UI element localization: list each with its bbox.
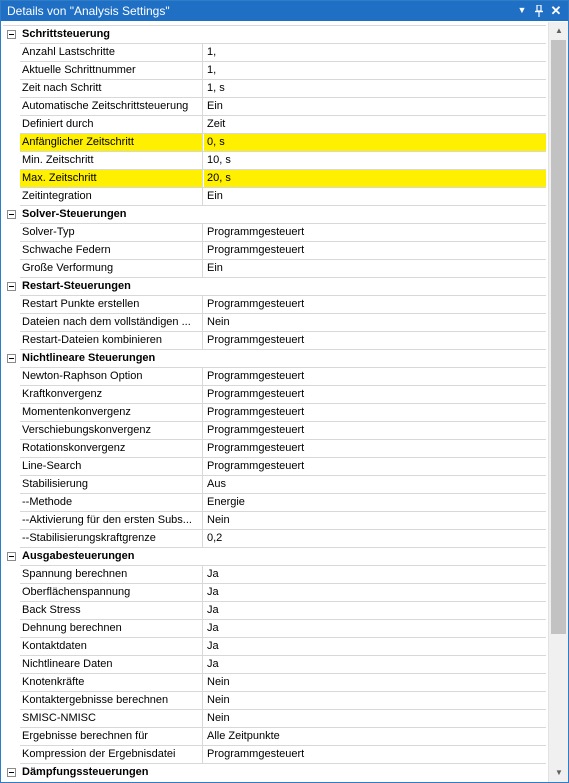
property-name: Definiert durch (20, 116, 203, 133)
row-gutter (3, 746, 20, 764)
row-gutter (3, 188, 20, 206)
property-value[interactable]: Aus (207, 478, 226, 490)
property-value[interactable]: Ein (207, 100, 223, 112)
row-gutter (3, 332, 20, 350)
property-value[interactable]: Ja (207, 604, 219, 616)
row-gutter (3, 296, 20, 314)
property-row[interactable] (3, 332, 546, 350)
row-gutter (3, 224, 20, 242)
property-name: Momentenkonvergenz (20, 404, 203, 421)
group-title: Restart-Steuerungen (22, 280, 131, 292)
property-value[interactable]: Ja (207, 568, 219, 580)
row-gutter (3, 512, 20, 530)
collapse-toggle-icon[interactable] (7, 210, 16, 219)
property-row[interactable] (3, 404, 546, 422)
row-gutter (3, 152, 20, 170)
row-gutter (3, 602, 20, 620)
property-row[interactable] (3, 494, 546, 512)
property-value[interactable]: Programmgesteuert (207, 748, 305, 760)
row-gutter (3, 440, 20, 458)
property-name: Knotenkräfte (20, 674, 203, 691)
row-gutter (3, 692, 20, 710)
property-row[interactable] (3, 566, 546, 584)
property-row[interactable] (3, 260, 546, 278)
property-name: Spannung berechnen (20, 566, 203, 583)
property-name: Solver-Typ (20, 224, 203, 241)
row-gutter (3, 98, 20, 116)
property-name: Line-Search (20, 458, 203, 475)
collapse-toggle-icon[interactable] (7, 354, 16, 363)
property-value[interactable]: Programmgesteuert (207, 244, 305, 256)
property-grid (3, 25, 546, 781)
property-row[interactable] (3, 170, 546, 188)
property-row[interactable] (3, 242, 546, 260)
property-row[interactable] (3, 62, 546, 80)
property-row[interactable] (3, 296, 546, 314)
row-gutter (3, 134, 20, 152)
property-value[interactable]: Ein (207, 262, 223, 274)
property-name: Anfänglicher Zeitschritt (20, 134, 203, 151)
scroll-thumb[interactable] (551, 40, 566, 634)
property-value[interactable]: Programmgesteuert (207, 388, 305, 400)
row-gutter (3, 170, 20, 188)
row-gutter (3, 710, 20, 728)
dropdown-menu-icon[interactable]: ▼ (517, 5, 527, 15)
property-row[interactable] (3, 656, 546, 674)
group-header[interactable] (3, 26, 546, 44)
property-name: Nichtlineare Daten (20, 656, 203, 673)
property-value[interactable]: Programmgesteuert (207, 226, 305, 238)
row-gutter (3, 386, 20, 404)
property-value[interactable]: Ja (207, 658, 219, 670)
property-value[interactable]: Nein (207, 712, 230, 724)
property-name: Newton-Raphson Option (20, 368, 203, 385)
property-value[interactable]: Nein (207, 694, 230, 706)
collapse-toggle-icon[interactable] (7, 30, 16, 39)
group-title: Solver-Steuerungen (22, 208, 127, 220)
property-name: Kontaktdaten (20, 638, 203, 655)
property-name: --Methode (20, 494, 203, 511)
group-header[interactable] (3, 350, 546, 368)
property-row[interactable] (3, 620, 546, 638)
group-header[interactable] (3, 206, 546, 224)
property-value[interactable]: Ein (207, 190, 223, 202)
property-value[interactable]: Programmgesteuert (207, 406, 305, 418)
property-name: Große Verformung (20, 260, 203, 277)
property-name: Dateien nach dem vollständigen ... (20, 314, 203, 331)
property-row[interactable] (3, 530, 546, 548)
row-gutter (3, 584, 20, 602)
row-gutter (3, 620, 20, 638)
row-gutter (3, 494, 20, 512)
scroll-down-arrow-icon[interactable]: ▼ (555, 768, 563, 777)
row-gutter (3, 422, 20, 440)
property-value[interactable]: 1, (207, 64, 217, 76)
row-gutter (3, 530, 20, 548)
property-row[interactable] (3, 584, 546, 602)
row-gutter (3, 242, 20, 260)
property-row[interactable] (3, 422, 546, 440)
property-name: Kompression der Ergebnisdatei (20, 746, 203, 763)
property-row[interactable] (3, 728, 546, 746)
property-value[interactable]: Nein (207, 316, 230, 328)
property-row[interactable] (3, 458, 546, 476)
vertical-scrollbar[interactable] (548, 22, 568, 782)
panel-title-bar (1, 1, 568, 21)
property-name: Restart Punkte erstellen (20, 296, 203, 313)
property-row[interactable] (3, 224, 546, 242)
property-name: Zeit nach Schritt (20, 80, 203, 97)
panel-title: Details von "Analysis Settings" (7, 4, 170, 18)
property-value[interactable]: Programmgesteuert (207, 424, 305, 436)
property-value[interactable]: Programmgesteuert (207, 334, 305, 346)
collapse-toggle-icon[interactable] (7, 282, 16, 291)
close-icon[interactable]: ✕ (550, 3, 562, 18)
property-row[interactable] (3, 440, 546, 458)
property-name: Oberflächenspannung (20, 584, 203, 601)
row-gutter (3, 458, 20, 476)
property-value[interactable]: Programmgesteuert (207, 298, 305, 310)
property-name: Anzahl Lastschritte (20, 44, 203, 61)
property-value[interactable]: Ja (207, 622, 219, 634)
group-title: Ausgabesteuerungen (22, 550, 135, 562)
property-row[interactable] (3, 746, 546, 764)
property-row[interactable] (3, 116, 546, 134)
row-gutter (3, 728, 20, 746)
property-value[interactable]: Ja (207, 586, 219, 598)
property-row[interactable] (3, 638, 546, 656)
collapse-toggle-icon[interactable] (7, 768, 16, 777)
collapse-toggle-icon[interactable] (7, 552, 16, 561)
property-value[interactable]: 0, s (204, 134, 546, 151)
property-row[interactable] (3, 602, 546, 620)
row-gutter (3, 368, 20, 386)
property-name: Kontaktergebnisse berechnen (20, 692, 203, 709)
property-row[interactable] (3, 368, 546, 386)
property-name: Stabilisierung (20, 476, 203, 493)
property-name: Rotationskonvergenz (20, 440, 203, 457)
row-gutter (3, 566, 20, 584)
property-name: Zeitintegration (20, 188, 203, 205)
property-name: SMISC-NMISC (20, 710, 203, 727)
property-name: --Stabilisierungskraftgrenze (20, 530, 203, 547)
property-name: Aktuelle Schrittnummer (20, 62, 203, 79)
property-value[interactable]: 20, s (204, 170, 546, 187)
row-gutter (3, 44, 20, 62)
property-value[interactable]: Ja (207, 640, 219, 652)
group-title: Nichtlineare Steuerungen (22, 352, 156, 364)
scroll-up-arrow-icon[interactable]: ▲ (555, 26, 563, 35)
property-value[interactable]: 1, (207, 46, 217, 58)
property-row[interactable] (3, 314, 546, 332)
group-header[interactable] (3, 764, 546, 781)
row-gutter (3, 656, 20, 674)
row-gutter (3, 260, 20, 278)
property-name: Automatische Zeitschrittsteuerung (20, 98, 203, 115)
property-name: Kraftkonvergenz (20, 386, 203, 403)
group-header[interactable] (3, 278, 546, 296)
row-gutter (3, 80, 20, 98)
property-row[interactable] (3, 152, 546, 170)
property-row[interactable] (3, 710, 546, 728)
property-value[interactable]: Programmgesteuert (207, 460, 305, 472)
property-name: Schwache Federn (20, 242, 203, 259)
pin-icon[interactable] (531, 2, 547, 19)
property-name: Verschiebungskonvergenz (20, 422, 203, 439)
property-name: Back Stress (20, 602, 203, 619)
row-gutter (3, 476, 20, 494)
property-row[interactable] (3, 134, 546, 152)
property-row[interactable] (3, 44, 546, 62)
property-name: Restart-Dateien kombinieren (20, 332, 203, 349)
property-value[interactable]: Energie (207, 496, 245, 508)
property-name: Max. Zeitschritt (20, 170, 203, 187)
property-name: --Aktivierung für den ersten Subs... (20, 512, 203, 529)
property-name: Dehnung berechnen (20, 620, 203, 637)
property-row[interactable] (3, 692, 546, 710)
property-row[interactable] (3, 80, 546, 98)
property-value[interactable]: Nein (207, 514, 230, 526)
row-gutter (3, 638, 20, 656)
row-gutter (3, 62, 20, 80)
property-value[interactable]: 1, s (207, 82, 225, 94)
property-value[interactable]: Alle Zeitpunkte (207, 730, 280, 742)
property-name: Ergebnisse berechnen für (20, 728, 203, 745)
property-value[interactable]: 0,2 (207, 532, 223, 544)
property-row[interactable] (3, 386, 546, 404)
row-gutter (3, 674, 20, 692)
property-name: Min. Zeitschritt (20, 152, 203, 169)
property-value[interactable]: Programmgesteuert (207, 370, 305, 382)
row-gutter (3, 116, 20, 134)
property-value[interactable]: Programmgesteuert (207, 442, 305, 454)
property-row[interactable] (3, 674, 546, 692)
group-title: Schrittsteuerung (22, 28, 111, 40)
row-gutter (3, 314, 20, 332)
group-title: Dämpfungssteuerungen (22, 766, 149, 778)
property-value[interactable]: 10, s (207, 154, 231, 166)
group-header[interactable] (3, 548, 546, 566)
property-row[interactable] (3, 512, 546, 530)
property-value[interactable]: Nein (207, 676, 230, 688)
property-row[interactable] (3, 188, 546, 206)
property-row[interactable] (3, 476, 546, 494)
property-value[interactable]: Zeit (207, 118, 226, 130)
property-row[interactable] (3, 98, 546, 116)
row-gutter (3, 404, 20, 422)
